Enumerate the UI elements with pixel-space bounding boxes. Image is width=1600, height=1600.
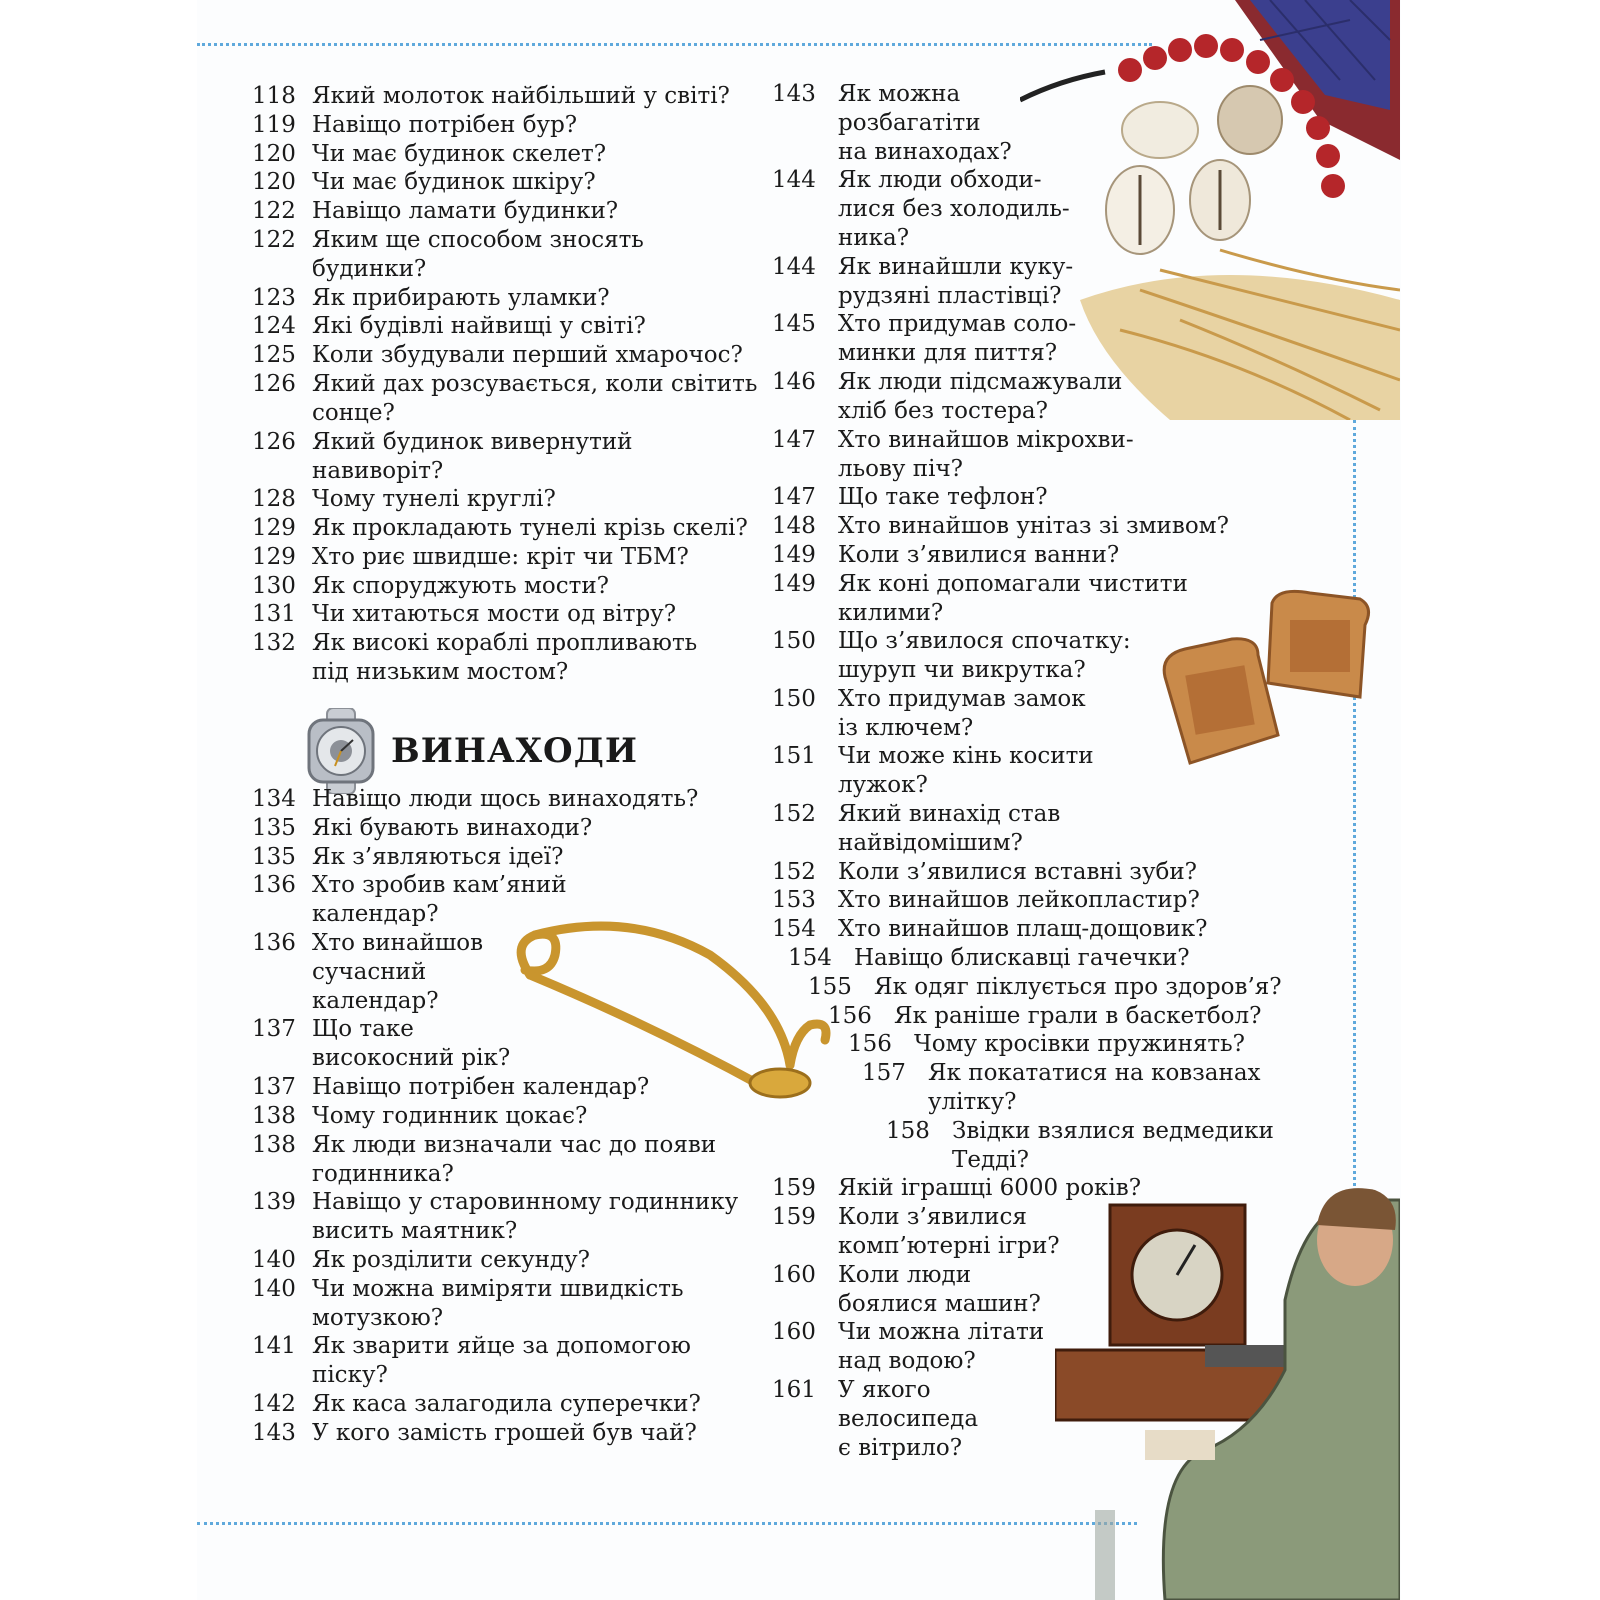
toc-question: Як прокладають тунелі крізь скелі?: [312, 515, 748, 541]
toc-entry[interactable]: [772, 483, 1048, 512]
toc-page-number: 154: [772, 916, 816, 943]
toc-question: Чи має будинок шкіру?: [312, 169, 596, 196]
toc-question: Що таке тефлон?: [838, 484, 1048, 511]
toc-page-number: 144: [772, 167, 816, 194]
toc-entry[interactable]: [788, 944, 1190, 973]
toc-entry[interactable]: [252, 843, 563, 872]
toc-page-number: 156: [828, 1002, 872, 1029]
toc-entry[interactable]: [252, 1246, 590, 1275]
toc-question: Хто зробив кам’яний календар?: [312, 872, 567, 928]
toc-page-number: 140: [252, 1246, 296, 1273]
toc-entry[interactable]: [252, 1102, 587, 1131]
toc-question: Як розділити секунду?: [312, 1246, 590, 1273]
toc-page-number: 147: [772, 426, 816, 453]
toc-entry[interactable]: [772, 1261, 1041, 1319]
toc-entry[interactable]: [772, 80, 1012, 167]
toc-entry[interactable]: [772, 368, 1122, 426]
toc-question: Як каса залагодила суперечки?: [312, 1390, 701, 1417]
toc-question: Навіщо потрібен календар?: [312, 1074, 650, 1100]
toc-entry[interactable]: [828, 1002, 1261, 1031]
toc-page-number: 151: [772, 743, 816, 770]
toc-page-number: 154: [788, 945, 832, 971]
toc-entry[interactable]: [252, 600, 676, 629]
toc-page-number: 122: [252, 198, 296, 225]
toc-entry[interactable]: [252, 1015, 510, 1073]
toc-page-number: 152: [772, 858, 816, 885]
toc-question: Якій іграшці 6000 років?: [838, 1175, 1142, 1202]
toc-entry[interactable]: [772, 166, 1070, 253]
toc-page-number: 145: [772, 311, 816, 338]
toc-entry[interactable]: [252, 111, 577, 140]
toc-entry[interactable]: [772, 570, 1188, 628]
toc-page-number: 156: [848, 1031, 892, 1058]
toc-page-number: 160: [772, 1319, 816, 1346]
toc-entry[interactable]: [252, 1390, 701, 1419]
toc-question: Яким ще способом зносять будинки?: [312, 227, 644, 282]
beads-and-shells-illustration: [1020, 0, 1400, 420]
toast-illustration: [1160, 585, 1375, 775]
toc-entry[interactable]: [772, 541, 1119, 570]
toc-question: Який будинок вивернутий навиворіт?: [312, 428, 633, 484]
toc-question: Навіщо потрібен бур?: [312, 111, 578, 138]
clockmaker-illustration: [1055, 1170, 1400, 1600]
toc-entry[interactable]: [252, 572, 609, 601]
toc-question: Як споруджують мости?: [312, 572, 610, 599]
toc-question: Чи можна літати над водою?: [838, 1319, 1045, 1375]
toc-question: Звідки взялися ведмедики Тедді?: [952, 1117, 1274, 1173]
toc-entry[interactable]: [252, 312, 646, 341]
toc-entry[interactable]: [772, 858, 1197, 887]
dotted-border-bottom: [197, 1522, 1137, 1525]
toc-page-number: 149: [772, 541, 816, 568]
toc-page-number: 157: [862, 1060, 906, 1087]
toc-entry[interactable]: [252, 1188, 738, 1246]
dotted-border-top: [197, 43, 1152, 46]
toc-entry[interactable]: [252, 929, 483, 1016]
toc-entry[interactable]: [252, 341, 743, 370]
toc-question: Чому кросівки пружинять?: [914, 1031, 1245, 1058]
toc-page-number: 148: [772, 513, 816, 539]
toc-page-number: 130: [252, 572, 296, 599]
toc-page-number: 159: [772, 1204, 816, 1231]
toc-question: Який винахід став найвідомішим?: [838, 801, 1061, 856]
toc-page-number: 132: [252, 630, 296, 657]
toc-page-number: 122: [252, 227, 296, 253]
toc-entry[interactable]: [252, 629, 697, 687]
toc-question: Хто винайшов сучасний календар?: [312, 930, 484, 1014]
toc-question: Коли люди боялися машин?: [838, 1261, 1041, 1317]
toc-page-number: 120: [252, 169, 296, 196]
toc-entry[interactable]: [252, 1073, 649, 1102]
toc-page-number: 118: [252, 83, 296, 109]
toc-page-number: 134: [252, 786, 296, 812]
toc-page-number: 138: [252, 1102, 296, 1129]
toc-page-number: 128: [252, 486, 296, 513]
toc-question: Хто придумав замок із ключем?: [838, 685, 1086, 741]
toc-entry[interactable]: [252, 428, 632, 486]
toc-question: Як покататися на ковзанах улітку?: [928, 1060, 1261, 1116]
toc-entry[interactable]: [252, 785, 698, 814]
toc-page-number: 123: [252, 284, 296, 311]
toc-page-number: 120: [252, 140, 296, 167]
toc-entry[interactable]: [252, 814, 592, 843]
toc-entry[interactable]: [772, 886, 1200, 915]
toc-entry[interactable]: [252, 226, 644, 284]
toc-question: Хто винайшов плащ-дощовик?: [838, 916, 1208, 943]
toc-question: Хто винайшов лейкопластир?: [838, 887, 1200, 914]
toc-page-number: 142: [252, 1390, 296, 1417]
toc-question: Коли з’явилися вставні зуби?: [838, 858, 1197, 885]
toc-question: Який молоток найбільший у світі?: [312, 83, 730, 109]
toc-entry[interactable]: [886, 1117, 1274, 1175]
toc-page-number: 140: [252, 1275, 296, 1302]
toc-entry[interactable]: [772, 310, 1076, 368]
toc-page-number: 137: [252, 1074, 296, 1100]
toc-page-number: 119: [252, 111, 296, 138]
toc-entry[interactable]: [772, 1376, 978, 1463]
toc-question: Хто винайшов унітаз зі змивом?: [838, 513, 1229, 539]
toc-entry[interactable]: [252, 140, 606, 169]
toc-entry[interactable]: [772, 742, 1094, 800]
toc-question: Як люди підсмажували хліб без тостера?: [838, 369, 1123, 424]
toc-entry[interactable]: [862, 1059, 1261, 1117]
toc-entry[interactable]: [252, 284, 610, 313]
toc-question: Які будівлі найвищі у світі?: [312, 313, 646, 340]
toc-question: Як зварити яйце за допомогою піску?: [312, 1333, 691, 1389]
toc-question: Хто риє швидше: кріт чи ТБМ?: [312, 543, 689, 570]
toc-question: Коли з’явилися комп’ютерні ігри?: [838, 1204, 1060, 1260]
toc-page-number: 144: [772, 253, 816, 280]
toc-question: Коли збудували перший хмарочос?: [312, 342, 743, 369]
toc-question: Як одяг піклується про здоров’я?: [874, 973, 1282, 1000]
toc-entry[interactable]: [252, 543, 689, 572]
toc-question: Як люди обходи- лися без холодиль- ника?: [838, 167, 1070, 252]
toc-page-number: 137: [252, 1016, 296, 1043]
toc-entry[interactable]: [772, 1318, 1044, 1376]
toc-entry[interactable]: [252, 197, 618, 226]
toc-question: Чому годинник цокає?: [312, 1102, 588, 1129]
toc-page-number: 158: [886, 1117, 930, 1144]
toc-question: Навіщо у старовинному годиннику висить маятник?: [312, 1189, 739, 1245]
toc-question: У якого велосипеда є вітрило?: [838, 1377, 979, 1461]
toc-page-number: 126: [252, 428, 296, 455]
toc-question: Як високі кораблі пропливають під низьким мостом?: [312, 630, 698, 686]
toc-page-number: 161: [772, 1377, 816, 1403]
toc-question: Навіщо люди щось винаходять?: [312, 786, 699, 812]
toc-page-number: 136: [252, 930, 296, 956]
toc-page-number: 146: [772, 369, 816, 395]
toc-entry[interactable]: [252, 1332, 691, 1390]
toc-entry[interactable]: [808, 973, 1282, 1002]
toc-entry[interactable]: [848, 1030, 1245, 1059]
toc-question: Що з’явилося спочатку: шуруп чи викрутка?: [838, 628, 1131, 684]
toc-question: Чи хитаються мости од вітру?: [312, 601, 677, 628]
toc-entry[interactable]: [252, 370, 757, 428]
toc-page-number: 143: [772, 81, 816, 107]
toc-page-number: 149: [772, 570, 816, 597]
toc-entry[interactable]: [252, 871, 567, 929]
toc-page-number: 143: [252, 1419, 296, 1446]
toc-question: Як раніше грали в баскетбол?: [894, 1002, 1262, 1029]
toc-entry[interactable]: [772, 685, 1086, 743]
toc-entry[interactable]: [772, 426, 1134, 484]
toc-entry[interactable]: [772, 253, 1073, 311]
toc-question: Як люди визначали час до появи годинника?: [312, 1131, 717, 1187]
toc-question: Які бувають винаходи?: [312, 814, 593, 841]
toc-entry[interactable]: [252, 168, 596, 197]
toc-entry[interactable]: [252, 1131, 716, 1189]
toc-entry[interactable]: [772, 512, 1229, 541]
toc-entry[interactable]: [772, 1174, 1141, 1203]
toc-question: Хто придумав соло- минки для пиття?: [838, 311, 1077, 367]
toc-entry[interactable]: [772, 1203, 1060, 1261]
toc-question: Який дах розсувається, коли світить сонце?: [312, 371, 758, 426]
toc-question: Навіщо блискавці гачечки?: [854, 945, 1190, 971]
toc-page-number: 159: [772, 1175, 816, 1202]
toc-page-number: 135: [252, 814, 296, 841]
toc-page-number: 155: [808, 973, 852, 1000]
toc-entry[interactable]: [252, 1419, 697, 1448]
toc-page-number: 125: [252, 342, 296, 369]
toc-page-number: 150: [772, 685, 816, 712]
toc-question: Як з’являються ідеї?: [312, 843, 564, 870]
toc-question: Як прибирають уламки?: [312, 284, 610, 311]
toc-page-number: 152: [772, 801, 816, 827]
toc-page-number: 124: [252, 313, 296, 340]
toc-page-number: 135: [252, 843, 296, 870]
toc-question: Як коні допомагали чистити килими?: [838, 570, 1188, 626]
toc-page-number: 147: [772, 484, 816, 511]
toc-question: Як можна розбагатіти на винаходах?: [838, 81, 1012, 165]
toc-entry[interactable]: [252, 485, 556, 514]
toc-page-number: 141: [252, 1333, 296, 1360]
toc-entry[interactable]: [772, 915, 1207, 944]
toc-question: Чи може кінь косити лужок?: [838, 743, 1094, 799]
toc-page-number: 129: [252, 515, 296, 541]
toc-page-number: 136: [252, 872, 296, 899]
toc-entry[interactable]: [772, 800, 1060, 858]
toc-page-number: 126: [252, 371, 296, 397]
toc-question: Навіщо ламати будинки?: [312, 198, 619, 225]
section-title: ВИНАХОДИ: [391, 731, 639, 771]
toc-page-number: 129: [252, 543, 296, 570]
toc-page-number: 153: [772, 887, 816, 914]
toc-page-number: 150: [772, 628, 816, 655]
toc-question: У кого замість грошей був чай?: [312, 1419, 697, 1446]
toc-page-number: 138: [252, 1131, 296, 1158]
toc-question: Що таке високосний рік?: [312, 1016, 511, 1072]
toc-entry[interactable]: [252, 1275, 683, 1333]
toc-question: Хто винайшов мікрохви- льову піч?: [838, 426, 1134, 482]
toc-page-number: 160: [772, 1261, 816, 1288]
toc-entry[interactable]: [252, 82, 730, 111]
toc-question: Чи має будинок скелет?: [312, 140, 607, 167]
wristwatch-icon: [305, 708, 377, 794]
toc-question: Коли з’явилися ванни?: [838, 541, 1120, 568]
toc-entry[interactable]: [772, 627, 1131, 685]
toc-question: Чому тунелі круглі?: [312, 486, 556, 513]
toc-page-number: 131: [252, 601, 296, 628]
toc-page-number: 139: [252, 1189, 296, 1216]
toc-question: Як винайшли куку- рудзяні пластівці?: [838, 253, 1074, 309]
section-heading: [305, 708, 638, 794]
toc-question: Чи можна виміряти швидкість мотузкою?: [312, 1275, 684, 1331]
toc-entry[interactable]: [252, 514, 748, 543]
